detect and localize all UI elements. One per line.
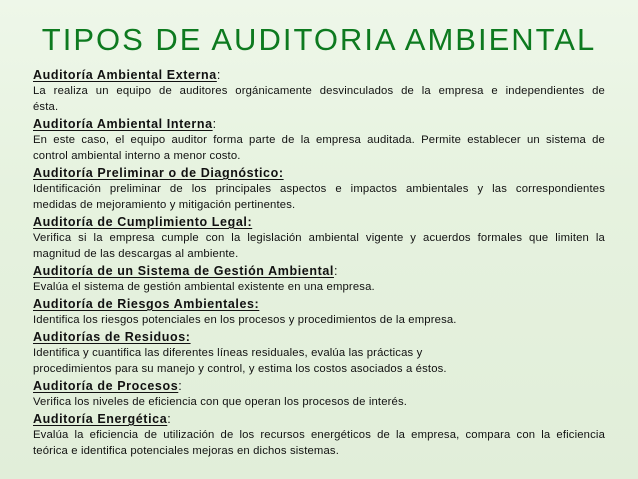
description-line: teórica e identifica potenciales mejoras en dichos sistemas. [33, 445, 340, 457]
section-energetica [33, 411, 605, 459]
description-line: Verifica los niveles de eficiencia con que operan los procesos de interés. [33, 396, 408, 408]
section-description [33, 312, 605, 328]
heading-colon: : [216, 68, 221, 82]
section-description [33, 230, 605, 262]
section-heading-text: Auditorías de Residuos: [33, 330, 191, 344]
description-line: procedimientos para su manejo y control, y estima los costos asociados a éstos. [33, 363, 447, 375]
description-line: En este caso, el equipo auditor forma parte de la empresa auditada. Permite establecer un sistema de [33, 134, 605, 146]
description-line: Evalúa la eficiencia de utilización de los recursos energéticos de la empresa, compara con la eficiencia [33, 429, 605, 441]
section-interna [33, 116, 605, 164]
section-heading [33, 67, 605, 83]
section-heading [33, 296, 605, 312]
section-heading-text: Auditoría Energética [33, 412, 168, 426]
section-heading [33, 116, 605, 132]
section-heading-text: Auditoría Ambiental Interna [33, 117, 213, 131]
description-line: Identifica los riesgos potenciales en los procesos y procedimientos de la empresa. [33, 314, 457, 326]
section-heading [33, 411, 605, 427]
heading-colon: : [212, 117, 217, 131]
section-cumplimiento [33, 214, 605, 262]
description-line: Evalúa el sistema de gestión ambiental existente en una empresa. [33, 281, 375, 293]
section-description [33, 345, 605, 377]
section-description [33, 181, 605, 213]
section-description [33, 279, 605, 295]
description-line: magnitud de las descargas al ambiente. [33, 248, 239, 260]
heading-colon: : [333, 264, 338, 278]
section-residuos [33, 329, 605, 377]
description-line: ésta. [33, 101, 59, 113]
section-heading-text: Auditoría de Procesos [33, 379, 179, 393]
description-line: control ambiental interno a menor costo. [33, 150, 241, 162]
section-heading-text: Auditoría Preliminar o de Diagnóstico: [33, 166, 284, 180]
section-preliminar [33, 165, 605, 213]
slide-title: TIPOS DE AUDITORIA AMBIENTAL [41, 22, 597, 57]
section-heading-text: Auditoría de Riesgos Ambientales: [33, 297, 260, 311]
section-description [33, 132, 605, 164]
description-line: medidas de mejoramiento y mitigación pertinentes. [33, 199, 296, 211]
section-heading [33, 329, 605, 345]
description-line: Verifica si la empresa cumple con la legislación ambiental vigente y acuerdos formales que limiten la [33, 232, 605, 244]
section-heading-text: Auditoría de un Sistema de Gestión Ambiental [33, 264, 334, 278]
section-description [33, 427, 605, 459]
section-riesgos [33, 296, 605, 328]
description-line: Identifica y cuantifica las diferentes líneas residuales, evalúa las prácticas y [33, 347, 423, 359]
section-heading [33, 165, 605, 181]
heading-colon: : [178, 379, 182, 393]
heading-colon: : [167, 412, 171, 426]
section-description [33, 394, 605, 410]
description-line: La realiza un equipo de auditores orgánicamente desvinculados de la empresa e independientes de [33, 85, 605, 97]
section-description [33, 83, 605, 115]
section-sistema-gestion [33, 263, 605, 295]
description-line: Identificación preliminar de los principales aspectos e impactos ambientales y las correspondientes [33, 183, 605, 195]
section-externa [33, 67, 605, 115]
section-heading [33, 263, 605, 279]
section-heading [33, 214, 605, 230]
section-heading-text: Auditoría Ambiental Externa [33, 68, 217, 82]
section-heading-text: Auditoría de Cumplimiento Legal: [33, 215, 253, 229]
content-body [33, 66, 605, 459]
section-procesos [33, 378, 605, 410]
section-heading [33, 378, 605, 394]
